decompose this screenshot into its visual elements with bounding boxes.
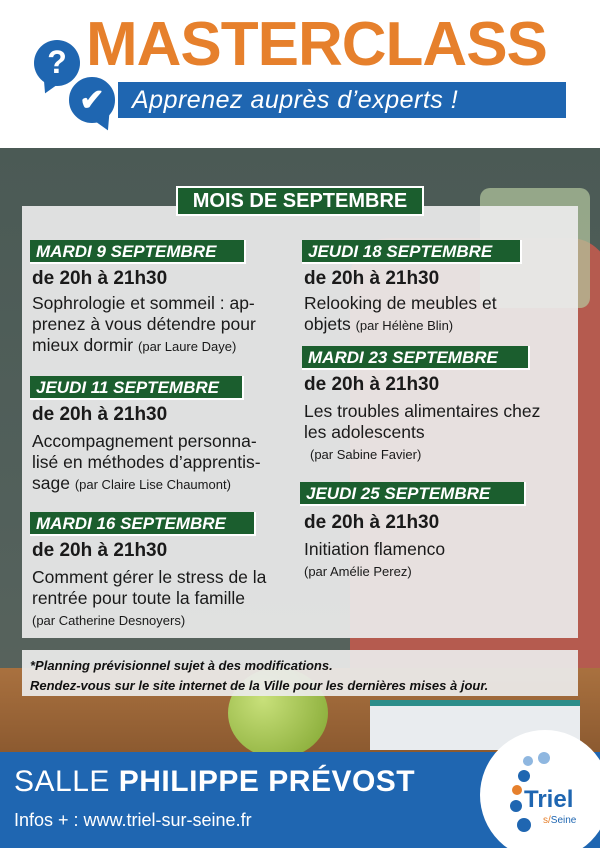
session-day: JEUDI 18 SEPTEMBRE xyxy=(302,240,522,264)
question-bubble-icon: ? xyxy=(34,40,80,86)
planning-notes: *Planning prévisionnel sujet à des modifications. Rendez-vous sur le site internet de la Ville pour les dernières mises à jour. xyxy=(30,658,489,693)
session-time: de 20h à 21h30 xyxy=(32,540,168,561)
session-time: de 20h à 21h30 xyxy=(32,404,168,425)
session-description: Relooking de meubles et objets (par Hélène Blin) xyxy=(304,293,497,334)
session-speaker: (par Claire Lise Chaumont) xyxy=(74,477,231,492)
session-speaker: (par Hélène Blin) xyxy=(355,318,454,333)
session-speaker: (par Catherine Desnoyers) xyxy=(32,613,186,628)
session-speaker: (par Amélie Perez) xyxy=(304,564,412,579)
session-description: Les troubles alimentaires chez les adolescents (par Sabine Favier) xyxy=(304,401,541,462)
session-day: MARDI 23 SEPTEMBRE xyxy=(302,346,530,370)
session-day: MARDI 16 SEPTEMBRE xyxy=(30,512,256,536)
session-time: de 20h à 21h30 xyxy=(304,268,440,289)
header xyxy=(0,0,600,148)
session-day: MARDI 9 SEPTEMBRE xyxy=(30,240,246,264)
session-time: de 20h à 21h30 xyxy=(304,374,440,395)
session-description: Accompagnement personna- lisé en méthodes d’apprentis- sage (par Claire Lise Chaumont) xyxy=(32,431,261,493)
poster-title: MASTERCLASS xyxy=(86,10,547,79)
month-heading: MOIS DE SEPTEMBRE xyxy=(176,186,424,216)
logo-subtitle: s/Seine xyxy=(543,815,577,826)
session-speaker: (par Laure Daye) xyxy=(138,339,237,354)
session-description: Initiation flamenco (par Amélie Perez) xyxy=(304,539,446,579)
session-description: Sophrologie et sommeil : ap- prenez à vous détendre pour mieux dormir (par Laure Daye) xyxy=(32,293,256,355)
session-speaker: (par Sabine Favier) xyxy=(310,447,422,462)
session-day: JEUDI 11 SEPTEMBRE xyxy=(30,376,244,400)
venue-name: SALLE PHILIPPE PRÉVOST xyxy=(14,765,416,798)
tagline: Apprenez auprès d’experts ! xyxy=(132,86,459,114)
session-time: de 20h à 21h30 xyxy=(304,512,440,533)
info-link[interactable]: Infos + : www.triel-sur-seine.fr xyxy=(14,810,252,830)
check-bubble-icon: ✔ xyxy=(66,74,118,126)
session-description: Comment gérer le stress de la rentrée pour toute la famille (par Catherine Desnoyers) xyxy=(32,567,267,628)
session-day: JEUDI 25 SEPTEMBRE xyxy=(300,482,526,506)
session-time: de 20h à 21h30 xyxy=(32,268,168,289)
logo-name: Triel xyxy=(524,786,574,813)
